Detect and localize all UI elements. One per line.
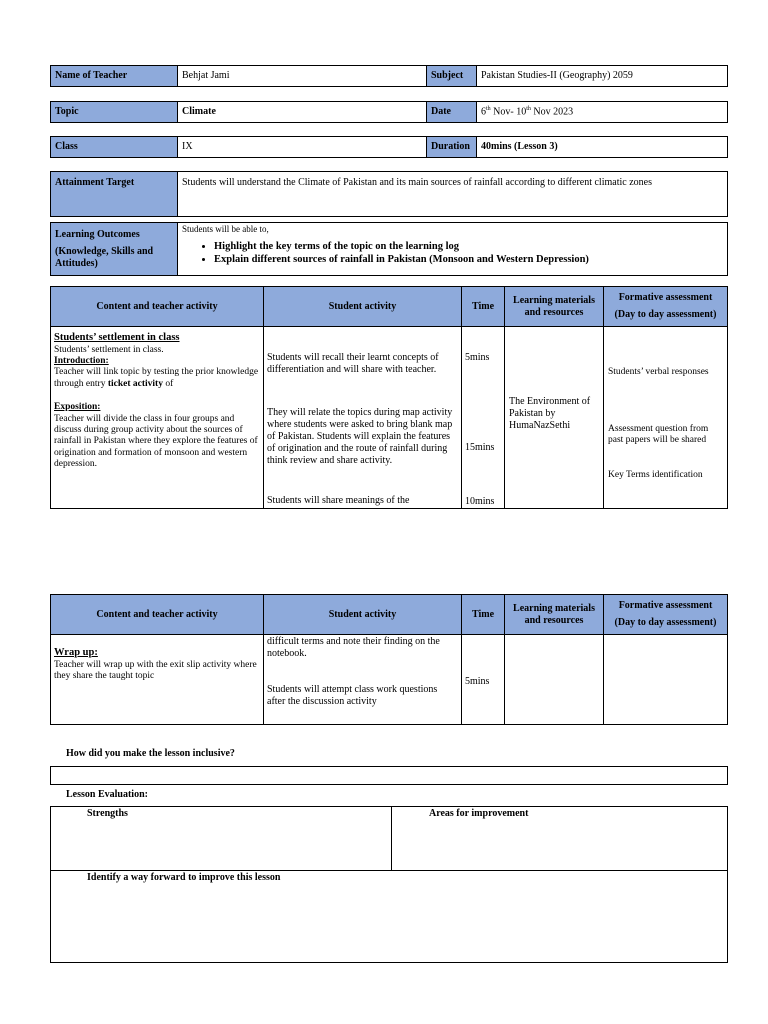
evaluation-separator (51, 870, 727, 871)
header-time: Time (462, 595, 505, 635)
topic-value: Climate (178, 102, 427, 123)
assessment-cell (604, 327, 728, 509)
activity-table-1 (50, 286, 728, 509)
teacher-value: Behjat Jami (178, 66, 427, 87)
class-label: Class (51, 137, 178, 158)
inclusive-answer-box[interactable] (50, 766, 728, 785)
time-4: 5mins (465, 676, 490, 687)
class-duration-row (50, 136, 728, 158)
wrapup-text: Teacher will wrap up with the exit slip activity where they share the taught topic (54, 659, 257, 681)
header-assessment (604, 287, 728, 327)
assessment-3: Key Terms identification (608, 470, 703, 480)
student-activity-1: Students will recall their learnt concepts of differentiation and will share with teacher. (267, 352, 439, 375)
header-assessment-sub: (Day to day assessment) (614, 309, 717, 320)
duration-value: 40mins (Lesson 3) (477, 137, 728, 158)
header-student: Student activity (264, 595, 462, 635)
learning-outcomes-row (50, 222, 728, 276)
wrapup-heading: Wrap up: (54, 647, 98, 658)
header-assessment-main: Formative assessment (618, 292, 713, 303)
assessment-1: Students’ verbal responses (608, 367, 709, 377)
materials-text: The Environment of Pakistan by HumaNazSethi (509, 396, 591, 431)
evaluation-divider (391, 807, 392, 870)
header-time: Time (462, 287, 505, 327)
student-cell (264, 327, 462, 509)
attainment-value: Students will understand the Climate of Pakistan and its main sources of rainfall according to different climatic zones (178, 172, 728, 217)
outcome-item: • Highlight the key terms of the topic on the learning log (214, 241, 723, 254)
student-activity-cont: difficult terms and note their finding on the notebook. (267, 636, 440, 659)
exposition-text: Teacher will divide the class in four groups and discuss during group activity about the sources of rainfall in Pakistan where they explore the features of origination and formation of monsoon and western depression. (54, 413, 258, 470)
activity-table-2 (50, 594, 728, 725)
materials-cell-2 (505, 635, 604, 725)
header-assessment-sub: (Day to day assessment) (614, 617, 717, 628)
subject-label: Subject (427, 66, 477, 87)
outcomes-list (182, 241, 723, 267)
time-cell-2 (462, 635, 505, 725)
teacher-subject-row (50, 65, 728, 87)
teacher-label: Name of Teacher (51, 66, 178, 87)
student-activity-2: They will relate the topics during map activity where students were asked to bring blank map of Pakistan. Students will explain the features of origination and the route of rainfall during think review and share activity. (267, 407, 453, 466)
assessment-cell-2 (604, 635, 728, 725)
content-cell (51, 327, 264, 509)
exposition-heading: Exposition: (54, 402, 101, 413)
inclusive-question: How did you make the lesson inclusive? (66, 748, 235, 759)
assessment-2: Assessment question from past papers will be shared (608, 424, 709, 446)
outcomes-label (51, 223, 178, 276)
strengths-label: Strengths (87, 808, 128, 819)
outcome-item: • Explain different sources of rainfall in Pakistan (Monsoon and Western Depression) (214, 254, 723, 267)
outcomes-intro: Students will be able to, (182, 224, 269, 234)
class-value: IX (178, 137, 427, 158)
wrapup-cell (51, 635, 264, 725)
date-label: Date (427, 102, 477, 123)
student-cell-2 (264, 635, 462, 725)
time-1: 5mins (465, 352, 490, 363)
way-forward-label: Identify a way forward to improve this lesson (87, 872, 281, 883)
settlement-text: Students’ settlement in class. (54, 344, 164, 355)
introduction-text: Teacher will link topic by testing the prior knowledge through entry ticket activity of (54, 367, 259, 389)
improvement-label: Areas for improvement (429, 808, 529, 819)
attainment-row (50, 171, 728, 217)
header-assessment-main: Formative assessment (618, 600, 713, 611)
evaluation-box (50, 806, 728, 963)
header-materials: Learning materials and resources (505, 595, 604, 635)
header-student: Student activity (264, 287, 462, 327)
student-activity-3: Students will share meanings of the (267, 495, 410, 506)
subject-value: Pakistan Studies-II (Geography) 2059 (477, 66, 728, 87)
header-materials: Learning materials and resources (505, 287, 604, 327)
outcomes-label-main: Learning Outcomes (55, 229, 140, 240)
header-assessment (604, 595, 728, 635)
header-content: Content and teacher activity (51, 287, 264, 327)
duration-label: Duration (427, 137, 477, 158)
evaluation-title: Lesson Evaluation: (66, 789, 148, 800)
student-activity-4: Students will attempt class work questions after the discussion activity (267, 684, 438, 707)
introduction-heading: Introduction: (54, 355, 109, 366)
materials-cell (505, 327, 604, 509)
topic-label: Topic (51, 102, 178, 123)
outcomes-content (178, 223, 728, 276)
date-value: 6th Nov- 10th Nov 2023 (477, 102, 728, 123)
attainment-label: Attainment Target (51, 172, 178, 217)
topic-date-row (50, 101, 728, 123)
time-cell (462, 327, 505, 509)
outcomes-label-sub: (Knowledge, Skills and Attitudes) (55, 246, 154, 269)
time-3: 10mins (465, 496, 495, 507)
time-2: 15mins (465, 442, 495, 453)
header-content: Content and teacher activity (51, 595, 264, 635)
settlement-heading: Students’ settlement in class (54, 332, 180, 343)
